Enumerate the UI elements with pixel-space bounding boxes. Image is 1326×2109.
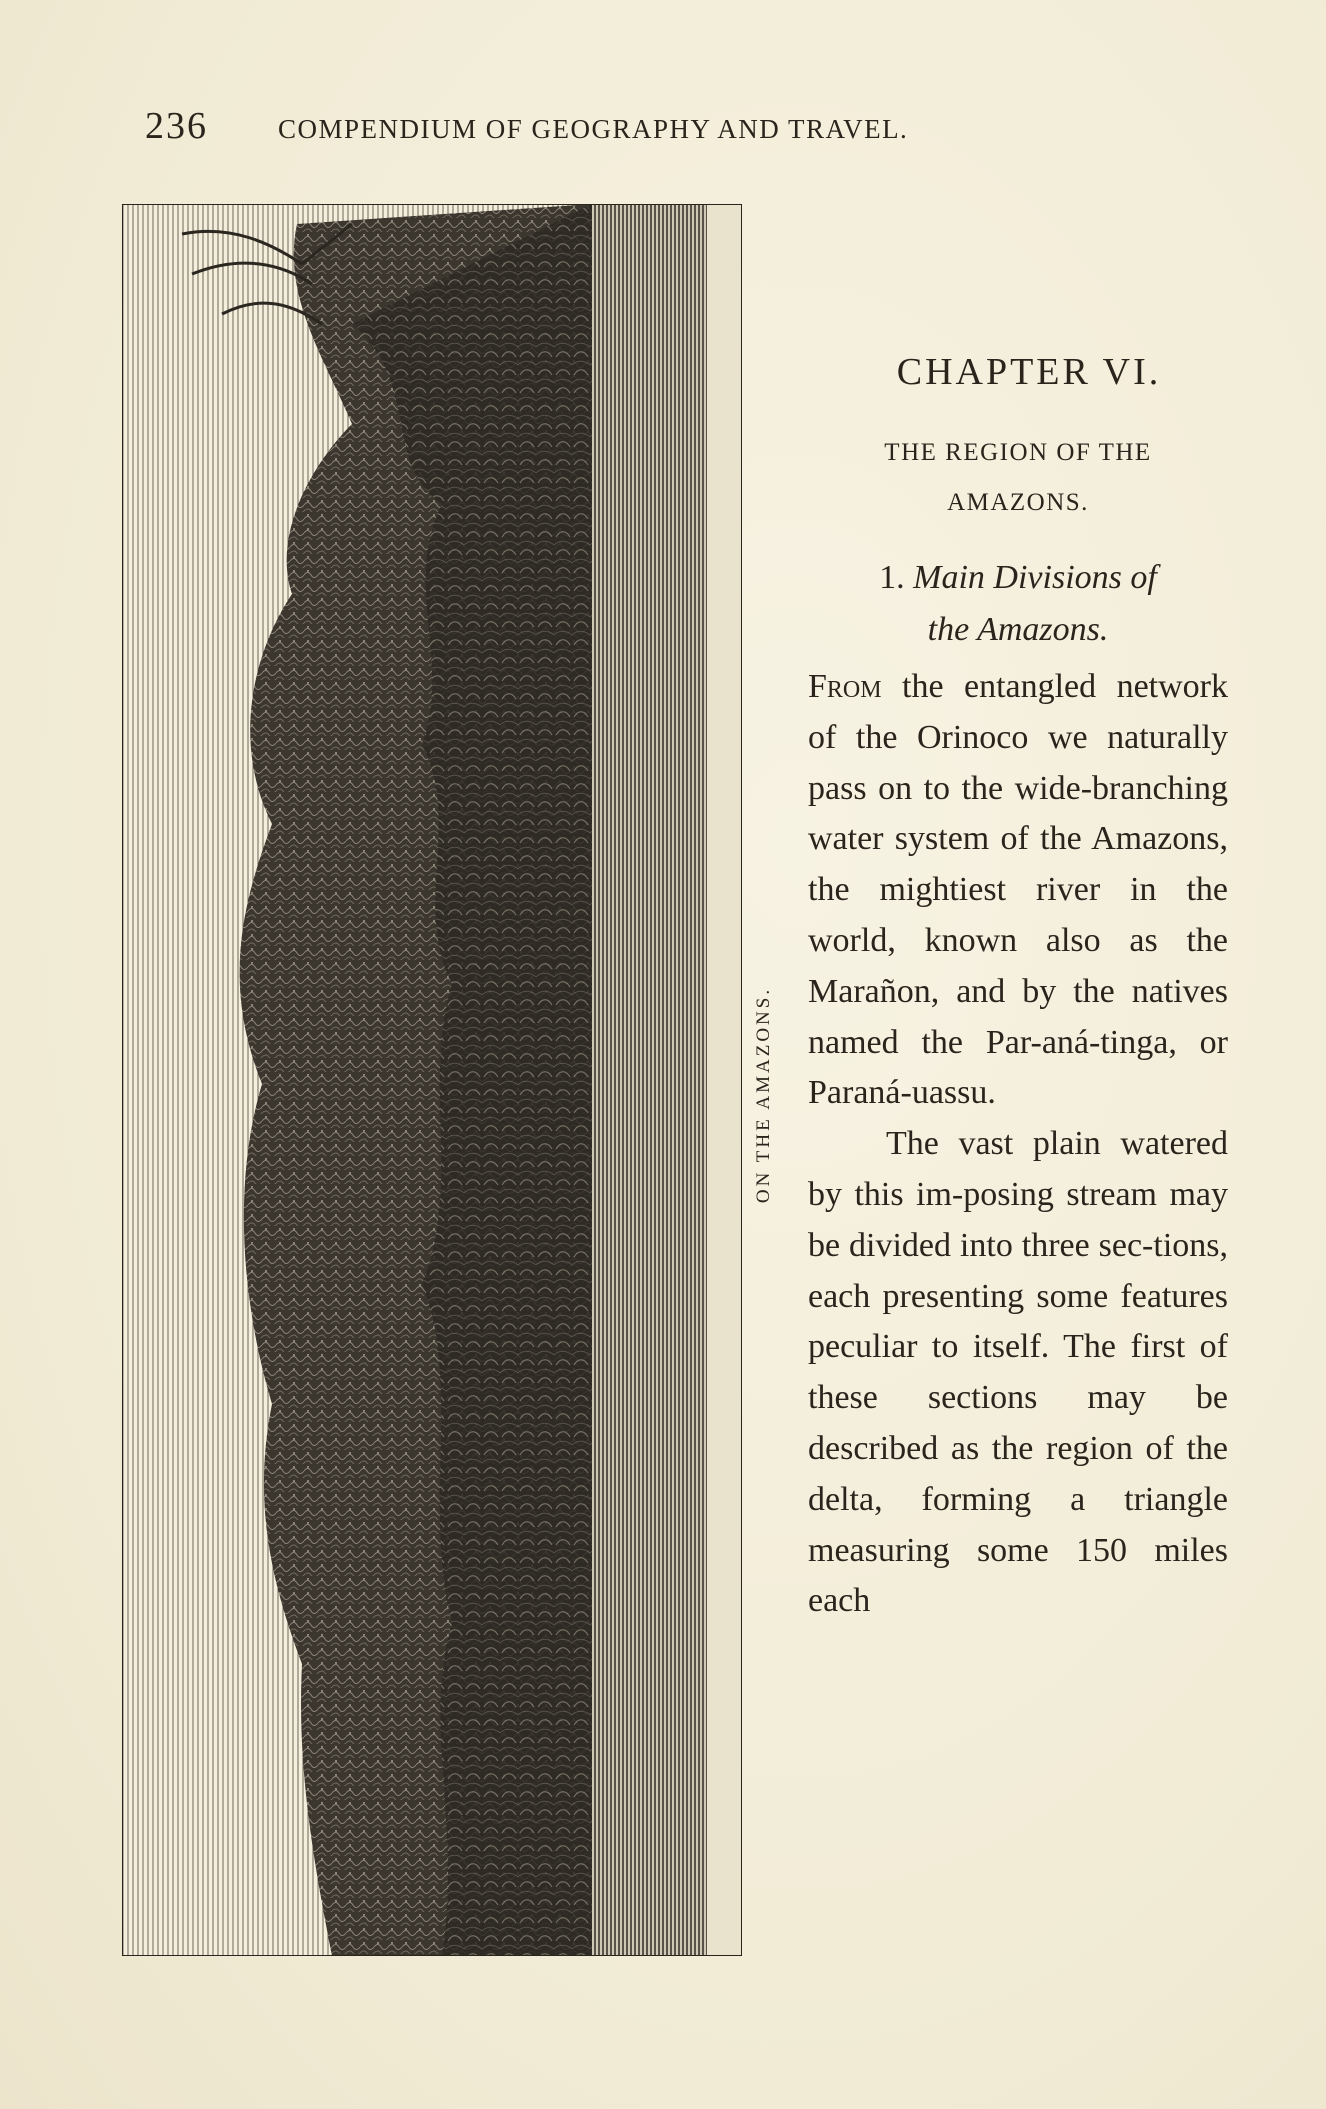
illustration-caption bbox=[744, 965, 784, 1225]
running-head-title: COMPENDIUM OF GEOGRAPHY AND TRAVEL. bbox=[278, 114, 909, 144]
paragraph-2: The vast plain watered by this im-posing stream may be divided into three sec-tions, each presenting some features peculiar to itself. The first of these sections may be described as the region of the delta, forming a triangle measuring some 150 miles each bbox=[808, 1125, 1228, 1620]
subsection-title-line-2: the Amazons. bbox=[927, 611, 1109, 648]
subsection-title-line-1: Main Divisions of bbox=[913, 559, 1157, 596]
page-number: 236 bbox=[145, 105, 208, 147]
section-title bbox=[808, 428, 1228, 528]
engraving-image bbox=[122, 204, 742, 1956]
section-title-line-1: THE REGION OF THE bbox=[884, 439, 1152, 466]
running-head bbox=[145, 104, 1045, 148]
caption-text: ON THE AMAZONS. bbox=[753, 986, 774, 1204]
drop-word: From bbox=[808, 668, 882, 705]
text-column bbox=[808, 350, 1228, 1627]
river-edge bbox=[707, 204, 742, 1956]
section-title-line-2: AMAZONS. bbox=[947, 489, 1089, 516]
chapter-title: CHAPTER VI. bbox=[896, 351, 1162, 393]
paragraph-1-text: the entangled network of the Orinoco we naturally pass on to the wide-branching water system of the Amazons, the mightiest river in the world, known also as the Marañon, and by the natives named the Par-aná-tinga, or Paraná-uassu. bbox=[808, 668, 1228, 1112]
river-strip bbox=[592, 204, 712, 1956]
engraving-illustration bbox=[122, 204, 742, 1956]
subsection-number: 1. bbox=[879, 559, 905, 596]
subsection-heading bbox=[808, 552, 1228, 656]
paragraph-1 bbox=[808, 662, 1228, 1119]
